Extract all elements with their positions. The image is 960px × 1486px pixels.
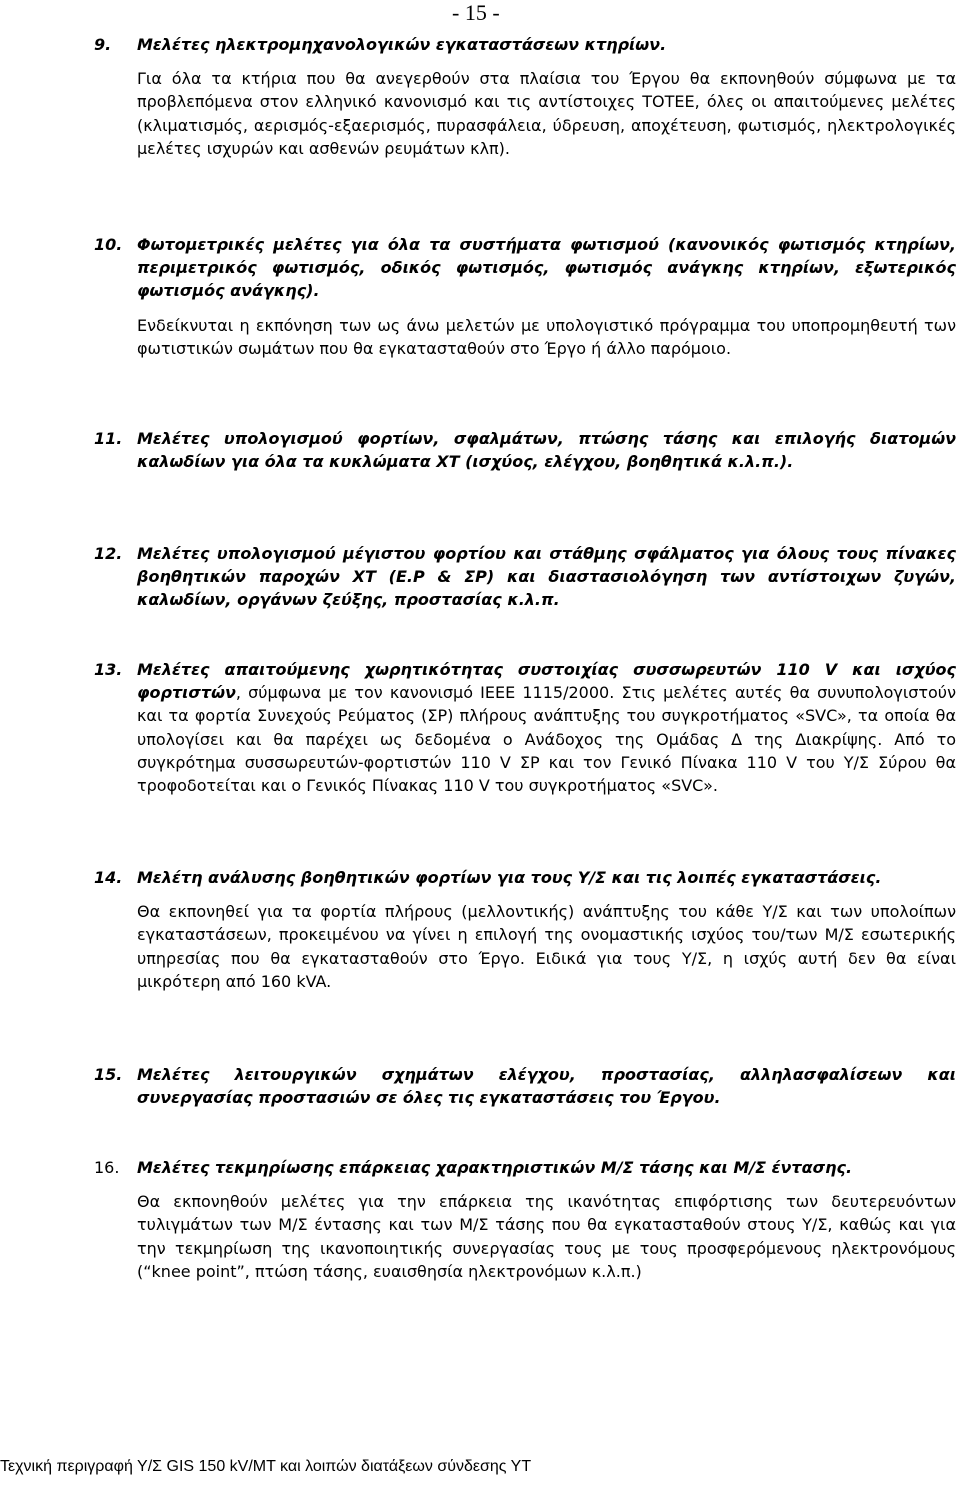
section-14 <box>94 866 956 993</box>
section-heading <box>94 33 956 56</box>
section-title: Μελέτες λειτουργικών σχημάτων ελέγχου, προστασίας, αλληλασφαλίσεων και συνεργασίας προστασιών σε όλες τις εγκαταστάσεις του Έργου. <box>137 1065 956 1108</box>
section-title: Μελέτες απαιτούμενης χωρητικότητας συστοιχίας συσσωρευτών 110 V και ισχύος φορτιστών <box>137 660 956 703</box>
section-12 <box>94 542 956 612</box>
section-heading <box>94 1063 956 1109</box>
section-11 <box>94 427 956 473</box>
section-heading <box>94 542 956 612</box>
section-number: 13. <box>94 660 123 679</box>
section-number: 16. <box>94 1158 120 1177</box>
section-heading <box>94 658 956 797</box>
section-heading <box>94 1156 956 1179</box>
section-title: Φωτομετρικές μελέτες για όλα τα συστήματα φωτισμού (κανονικός φωτισμός κτηρίων, περιμετρικός φωτισμός, οδικός φωτισμός, φωτισμός ανάγκης κτηρίων, εξωτερικός φωτισμός ανάγκης). <box>137 235 956 301</box>
section-number: 12. <box>94 544 123 563</box>
section-16 <box>94 1156 956 1283</box>
section-number: 11. <box>94 429 123 448</box>
section-title: Μελέτες τεκμηρίωσης επάρκειας χαρακτηριστικών Μ/Σ τάσης και Μ/Σ έντασης. <box>137 1158 853 1177</box>
section-number: 9. <box>94 35 112 54</box>
section-title: Μελέτες υπολογισμού φορτίων, σφαλμάτων, πτώσης τάσης και επιλογής διατομών καλωδίων για όλα τα κυκλώματα ΧΤ (ισχύος, ελέγχου, βοηθητικά κ.λ.π.). <box>137 429 956 472</box>
section-body: Θα εκπονηθεί για τα φορτία πλήρους (μελλοντικής) ανάπτυξης του κάθε Υ/Σ και των υπολοίπων εγκαταστάσεων, προκειμένου να γίνει η επιλογή της ονομαστικής ισχύος του/των Μ/Σ εσωτερικής υπηρεσίας που θα εγκατασταθούν στο Έργο. Ειδικά για τους Υ/Σ, η ισχύς αυτή δεν θα είναι μικρότερη από 160 kVA. <box>137 902 956 991</box>
section-body: , σύμφωνα με τον κανονισμό IEEE 1115/2000. Στις μελέτες αυτές θα συνυπολογιστούν και τα φορτία Συνεχούς Ρεύματος (ΣΡ) πλήρους ανάπτυξης του συγκροτήματος «SVC», τα οποία θα υπολογίσει και θα παρέχει ως δεδομένα ο Ανάδοχος της Ομάδας Δ της Διακρίψης. Από το συγκρότημα συσσωρευτών-φορτιστών 110 V ΣΡ και τον Γενικό Πίνακα 110 V του Υ/Σ Σύρου θα τροφοδοτείται και ο Γενικός Πίνακας 110 V του συγκροτήματος «SVC». <box>137 683 956 796</box>
section-number: 15. <box>94 1065 123 1084</box>
section-number: 14. <box>94 868 123 887</box>
section-body: Ενδείκνυται η εκπόνηση των ως άνω μελετών με υπολογιστικό πρόγραμμα του υποπρομηθευτή των φωτιστικών σωμάτων που θα εγκατασταθούν στο Έργο ή άλλο παρόμοιο. <box>137 315 956 358</box>
section-9 <box>94 33 956 160</box>
section-10 <box>94 233 956 360</box>
page-number: - 15 - <box>452 0 500 25</box>
section-15 <box>94 1063 956 1109</box>
section-heading <box>94 866 956 889</box>
section-title: Μελέτη ανάλυσης βοηθητικών φορτίων για τους Υ/Σ και τις λοιπές εγκαταστάσεις. <box>137 868 882 887</box>
section-13 <box>94 658 956 797</box>
section-heading <box>94 233 956 303</box>
section-title: Μελέτες υπολογισμού μέγιστου φορτίου και στάθμης σφάλματος για όλους τους πίνακες βοηθητικών παροχών ΧΤ (Ε.Ρ & ΣΡ) και διαστασιολόγηση των αντίστοιχων ζυγών, καλωδίων, οργάνων ζεύξης, προστασίας κ.λ.π. <box>137 544 956 610</box>
section-title: Μελέτες ηλεκτρομηχανολογικών εγκαταστάσεων κτηρίων. <box>137 35 667 54</box>
section-body: Θα εκπονηθούν μελέτες για την επάρκεια της ικανότητας επιφόρτισης των δευτερευόντων τυλιγμάτων των Μ/Σ έντασης και των Μ/Σ τάσης που θα εγκατασταθούν στους Υ/Σ, καθώς και για την τεκμηρίωση της ικανοποιητικής συνεργασίας τους με τους προσφερόμενους ηλεκτρονόμους (“knee point”, πτώση τάσης, ευαισθησία ηλεκτρονόμων κ.λ.π.) <box>137 1192 956 1281</box>
section-text <box>137 658 956 797</box>
section-heading <box>94 427 956 473</box>
section-body: Για όλα τα κτήρια που θα ανεγερθούν στα πλαίσια του Έργου θα εκπονηθούν σύμφωνα με τα προβλεπόμενα στον ελληνικό κανονισμό και τις αντίστοιχες ΤΟΤΕΕ, όλες οι απαιτούμενες μελέτες (κλιματισμός, αερισμός-εξαερισμός, πυρασφάλεια, ύδρευση, αποχέτευση, φωτισμός, ηλεκτρολογικές μελέτες ισχυρών και ασθενών ρευμάτων κλπ). <box>137 69 956 158</box>
page-footer: Τεχνική περιγραφή Υ/Σ GIS 150 kV/MT και λοιπών διατάξεων σύνδεσης ΥΤ <box>0 1458 532 1475</box>
section-number: 10. <box>94 235 123 254</box>
